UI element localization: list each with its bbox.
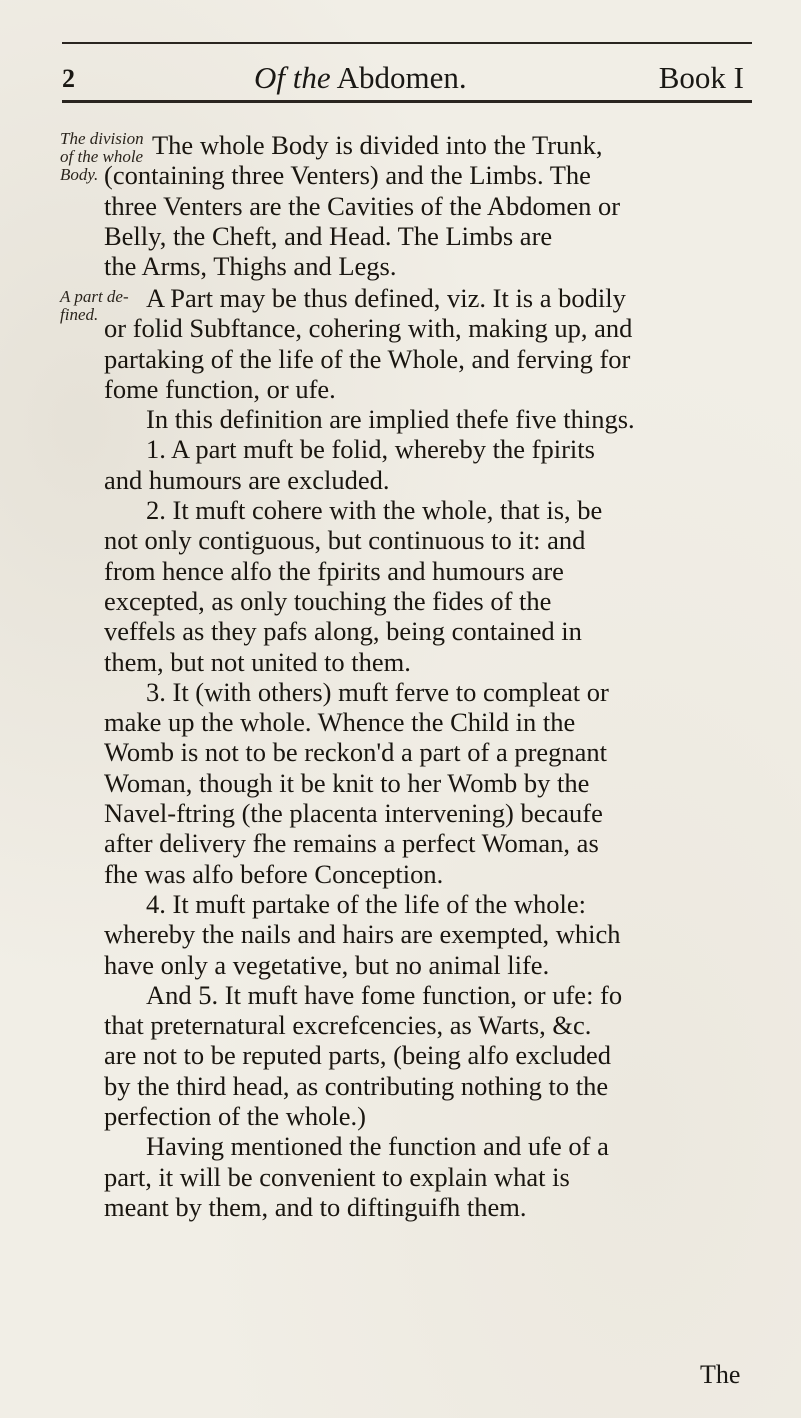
running-title — [254, 60, 467, 96]
text-line: (containing three Venters) and the Limbs. The — [104, 160, 591, 191]
text-line: Woman, though it be knit to her Womb by the — [104, 767, 590, 798]
text-line: whereby the nails and hairs are exempted, which — [104, 919, 621, 950]
page-number: 2 — [62, 64, 75, 93]
paragraph-part-definition — [104, 283, 764, 1222]
text-line: are not to be reputed parts, (being alfo excluded — [104, 1040, 611, 1071]
text-line: excepted, as only touching the fides of the — [104, 585, 552, 616]
text-line: perfection of the whole.) — [104, 1101, 366, 1132]
text-line: veffels as they pafs along, being contained in — [104, 616, 582, 647]
page-header — [62, 60, 750, 100]
text-line: by the third head, as contributing nothing to the — [104, 1070, 609, 1101]
paragraph-division — [104, 130, 764, 281]
text-line: 1. A part muft be folid, whereby the fpirits — [146, 434, 595, 465]
header-rule-top — [62, 42, 752, 44]
text-line: In this definition are implied thefe five things. — [146, 404, 635, 435]
text-line: after delivery fhe remains a perfect Woman, as — [104, 828, 599, 859]
book-label: Book I — [658, 60, 744, 95]
text-line: And 5. It muft have fome function, or ufe: fo — [146, 979, 623, 1010]
text-line: and humours are excluded. — [104, 464, 390, 495]
text-line: Having mentioned the function and ufe of a — [146, 1131, 609, 1162]
text-line: Navel-ftring (the placenta intervening) becaufe — [104, 798, 603, 829]
text-line: have only a vegetative, but no animal life. — [104, 949, 550, 980]
text-line: 2. It muft cohere with the whole, that is, be — [146, 495, 603, 526]
margin-note-line: A part de- — [60, 287, 129, 306]
text-line: from hence alfo the fpirits and humours are — [104, 555, 564, 586]
text-line: 3. It (with others) muft ferve to compleat or — [146, 676, 609, 707]
text-line: them, but not united to them. — [104, 646, 411, 677]
text-line: three Venters are the Cavities of the Abdomen or — [104, 190, 621, 221]
margin-note-line: fined. — [60, 305, 99, 324]
text-line: fome function, or ufe. — [104, 373, 336, 404]
header-rule-bottom — [62, 100, 752, 103]
text-line: that preternatural excrefcencies, as Warts, &c. — [104, 1010, 592, 1041]
text-line: meant by them, and to diftinguifh them. — [104, 1191, 527, 1222]
catchword: The — [700, 1360, 741, 1389]
text-line: Womb is not to be reckon'd a part of a pregnant — [104, 737, 608, 768]
text-line: A Part may be thus defined, viz. It is a bodily — [146, 283, 626, 313]
running-title-main: Abdomen. — [336, 60, 467, 95]
text-line: not only contiguous, but continuous to it: and — [104, 525, 586, 556]
text-line: fhe was alfo before Conception. — [104, 858, 444, 889]
text-line: make up the whole. Whence the Child in the — [104, 707, 576, 738]
text-line: 4. It muft partake of the life of the whole: — [146, 888, 587, 919]
text-line: Belly, the Cheft, and Head. The Limbs are — [104, 220, 553, 251]
text-line: or folid Subftance, cohering with, making up, and — [104, 313, 633, 344]
margin-note-line: Body. — [60, 165, 99, 184]
text-line: partaking of the life of the Whole, and ferving for — [104, 343, 631, 374]
text-line: The whole Body is divided into the Trunk, — [152, 130, 603, 160]
margin-note-line: of the whole — [60, 147, 144, 166]
margin-note-line: The division — [60, 129, 144, 148]
text-line: part, it will be convenient to explain what is — [104, 1161, 570, 1192]
running-title-prefix: Of the — [254, 60, 331, 95]
text-line: the Arms, Thighs and Legs. — [104, 251, 397, 282]
